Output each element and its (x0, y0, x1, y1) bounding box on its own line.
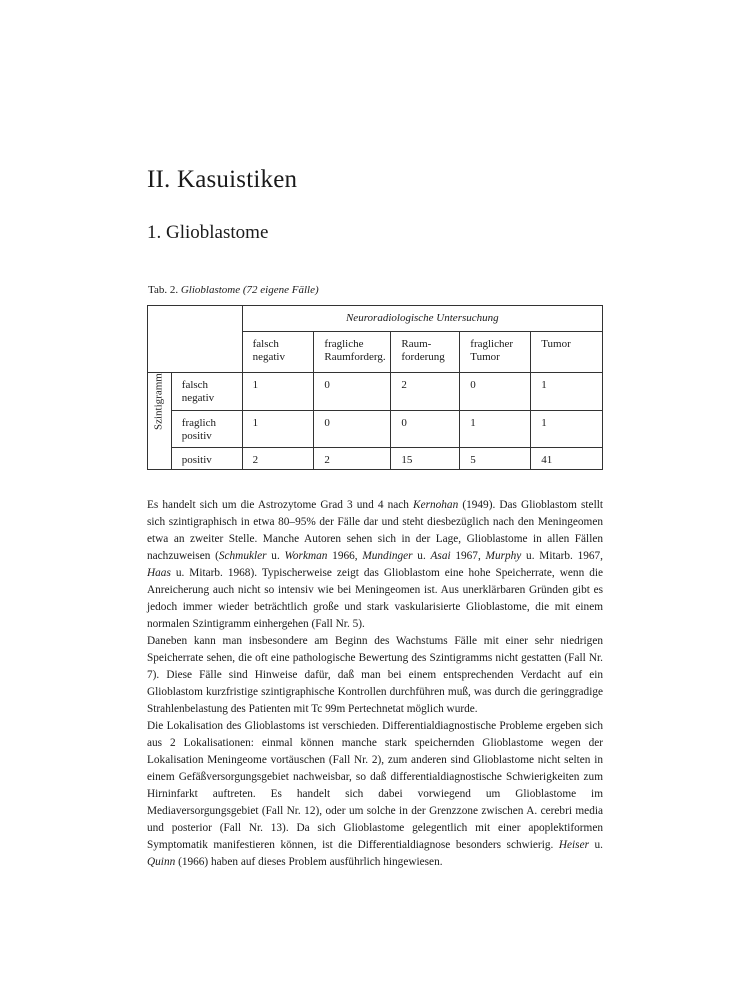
table-cell: 0 (460, 373, 531, 411)
table-cell: 2 (314, 448, 391, 470)
table-cell: 1 (242, 411, 314, 448)
table-cell: 15 (391, 448, 460, 470)
chapter-title: II. Kasuistiken (147, 166, 298, 193)
text-run: 1966, (327, 550, 363, 562)
results-table (147, 305, 603, 470)
author-name: Asai (430, 550, 451, 562)
table-caption-prefix: Tab. 2. (148, 284, 179, 296)
table-cell: 0 (314, 411, 391, 448)
row-header: fraglich positiv (171, 411, 242, 448)
table-caption-title: Glioblastome (72 eigene Fälle) (180, 284, 319, 296)
row-group-label: Szintigramm (152, 373, 165, 430)
column-header: Raum- forderung (391, 332, 460, 373)
table-corner-cell (148, 306, 243, 373)
section-title: 1. Glioblastome (147, 222, 269, 243)
text-run: (1966) haben auf dieses Problem ausführlich hingewiesen. (175, 856, 443, 868)
text-run: Daneben kann man insbesondere am Beginn des Wachstums Fälle mit einer sehr niedrigen Speicherrate sehen, die oft eine pathologische Bewertung des Szintigramms nicht gestatten (Fall Nr. 7). Diese Fälle sind Hinweise dafür, daß man bei einem entsprechenden Verdacht auf ein Glioblastom kurzfristige szintigraphische Kontrollen durchführen muß, was durch die geringgradige Strahlenbelastung des Patienten mit Tc 99m Pertechnetat möglich wurde. (147, 635, 603, 715)
column-header: fragliche Raumforderg. (314, 332, 391, 373)
text-run: Die Lokalisation des Glioblastoms ist verschieden. Differentialdiagnostische Probleme ergeben sich aus 2 Lokalisationen: einmal können manche stark speichernden Glioblastome wegen der Lokalisation Meningeome vortäuschen (Fall Nr. 2), zum anderen sind Glioblastome nicht selten in einem Gefäßversorgungsgebiet nachweisbar, so daß differentialdiagnostische Schwierigkeiten zum Hirninfarkt auftreten. Es handelt sich dabei vorwiegend um Glioblastome im Mediaversorgungsgebiet (Fall Nr. 12), oder um solche in der Grenzzone zwischen A. cerebri media und posterior (Fall Nr. 13). Da sich Glioblastome gelegentlich mit einer apoplektiformen Symptomatik manifestieren können, ist die Differentialdiagnose besonders schwierig. (147, 720, 603, 851)
row-group-label-cell (148, 373, 172, 470)
column-header: fraglicher Tumor (460, 332, 531, 373)
author-name: Haas (147, 567, 171, 579)
body-text (147, 497, 603, 871)
table-cell: 41 (531, 448, 603, 470)
paragraph (147, 718, 603, 871)
text-run: Es handelt sich um die Astrozytome Grad 3 und 4 nach (147, 499, 414, 511)
author-name: Heiser (558, 839, 589, 851)
table-cell: 1 (242, 373, 314, 411)
table-cell: 1 (531, 411, 603, 448)
author-name: Workman (284, 550, 328, 562)
author-name: Quinn (147, 856, 176, 868)
column-header: Tumor (531, 332, 603, 373)
row-header: positiv (171, 448, 242, 470)
text-run: u. (588, 839, 604, 851)
table-cell: 2 (391, 373, 460, 411)
paragraph (147, 497, 603, 633)
text-run: (1949). Das Glioblastom stellt sich szintigraphisch in etwa 80–95% der Fälle dar und steht diesbezüglich nach den Meningeomen etwa an zweiter Stelle. Manche Autoren sehen sich in der Lage, Glioblastome in allen Fällen nachzuweisen ( (147, 499, 603, 562)
table-cell: 0 (391, 411, 460, 448)
table-cell: 5 (460, 448, 531, 470)
text-run: u. Mitarb. 1968). Typischerweise zeigt das Glioblastom eine hohe Speicherrate, wenn die Anreicherung auch nicht so intensiv wie bei Meningeomen ist. Aus unerklärbaren Gründen gibt es jedoch immer wieder beträchtlich große und stark vaskularisierte Glioblastome, die mit einem normalen Szintigramm einhergehen (Fall Nr. 5). (147, 567, 603, 630)
text-run: u. (412, 550, 431, 562)
table-span-header-row (148, 306, 603, 332)
text-run: u. (266, 550, 285, 562)
text-run: 1967, (450, 550, 486, 562)
author-name: Kernohan (413, 499, 459, 511)
table-row (148, 373, 603, 411)
author-name: Schmukler (218, 550, 267, 562)
table-caption (148, 284, 319, 296)
table-cell: 1 (460, 411, 531, 448)
table-cell: 2 (242, 448, 314, 470)
table-cell: 0 (314, 373, 391, 411)
table-row (148, 411, 603, 448)
column-header: falsch negativ (242, 332, 314, 373)
table-cell: 1 (531, 373, 603, 411)
author-name: Murphy (485, 550, 522, 562)
row-header: falsch negativ (171, 373, 242, 411)
paragraph (147, 633, 603, 718)
text-run: u. Mitarb. 1967, (521, 550, 604, 562)
author-name: Mundinger (362, 550, 413, 562)
table-row (148, 448, 603, 470)
table-span-header: Neuroradiologische Untersuchung (242, 306, 602, 332)
